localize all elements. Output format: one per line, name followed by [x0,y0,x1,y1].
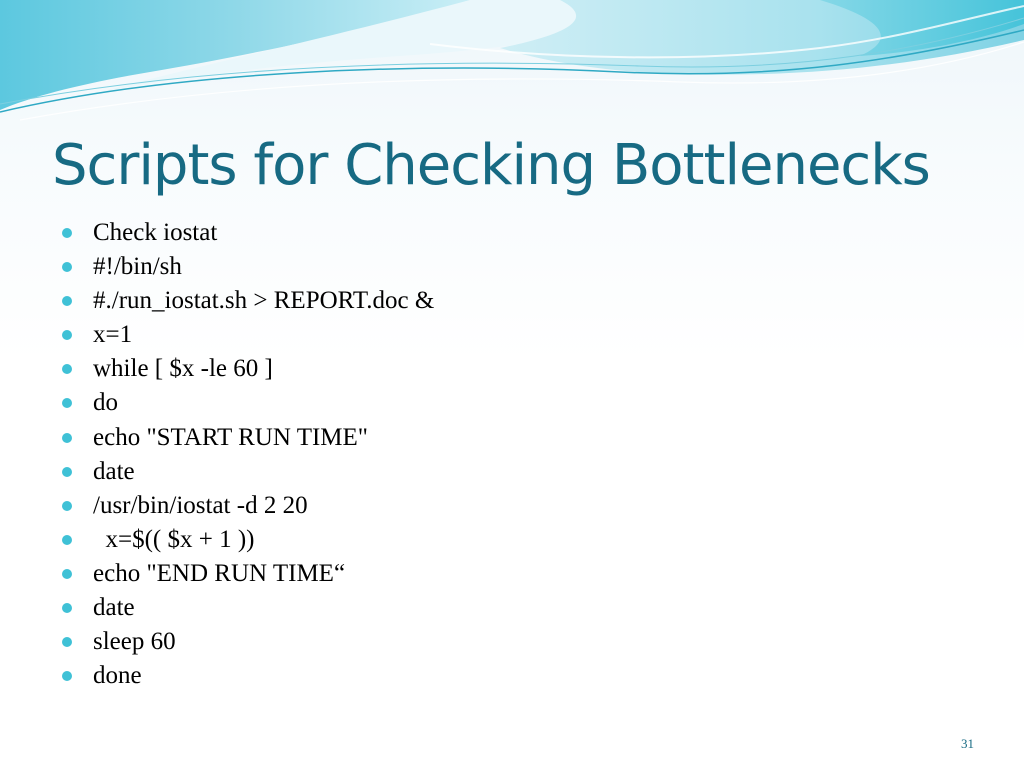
bullet-text: done [93,662,142,690]
bullet-text: do [93,389,118,417]
bullet-item [62,489,308,523]
bullet-dot-icon [62,262,72,272]
bullet-item [62,318,133,352]
bullet-dot-icon [62,364,72,374]
bullet-item [62,625,176,659]
bullet-item [62,284,435,318]
bullet-dot-icon [62,535,72,545]
bullet-text: x=1 [93,321,133,349]
bullet-dot-icon [62,433,72,443]
bullet-item [62,421,368,455]
bullet-dot-icon [62,569,72,579]
bullet-dot-icon [62,501,72,511]
bullet-text: Check iostat [93,219,218,246]
bullet-text: echo "END RUN TIME“ [93,559,346,587]
bullet-item [62,523,255,557]
bullet-text: /usr/bin/iostat -d 2 20 [93,491,308,519]
bullet-item [62,455,135,489]
bullet-text: #./run_iostat.sh > REPORT.doc & [93,287,435,315]
bullet-dot-icon [62,296,72,306]
bullet-item [62,216,218,250]
bullet-item [62,250,182,284]
bullet-item [62,659,142,693]
bullet-item [62,591,135,625]
slide-title: Scripts for Checking Bottlenecks [52,133,930,198]
bullet-dot-icon [62,603,72,613]
bullet-text: #!/bin/sh [93,253,182,281]
bullet-list [62,216,435,693]
bullet-item [62,386,118,420]
bullet-dot-icon [62,330,72,340]
bullet-item [62,352,273,386]
bullet-dot-icon [62,467,72,477]
bullet-text: date [93,594,135,622]
bullet-dot-icon [62,637,72,647]
bullet-text: x=$(( $x + 1 )) [93,525,255,553]
bullet-dot-icon [62,228,72,238]
slide-number: 31 [961,736,974,751]
bullet-text: sleep 60 [93,628,176,656]
bullet-text: echo "START RUN TIME" [93,423,368,451]
bullet-item [62,557,346,591]
bullet-text: date [93,457,135,485]
wave-banner-decoration [0,0,1024,130]
bullet-dot-icon [62,398,72,408]
bullet-text: while [ $x -le 60 ] [93,355,273,383]
bullet-dot-icon [62,671,72,681]
